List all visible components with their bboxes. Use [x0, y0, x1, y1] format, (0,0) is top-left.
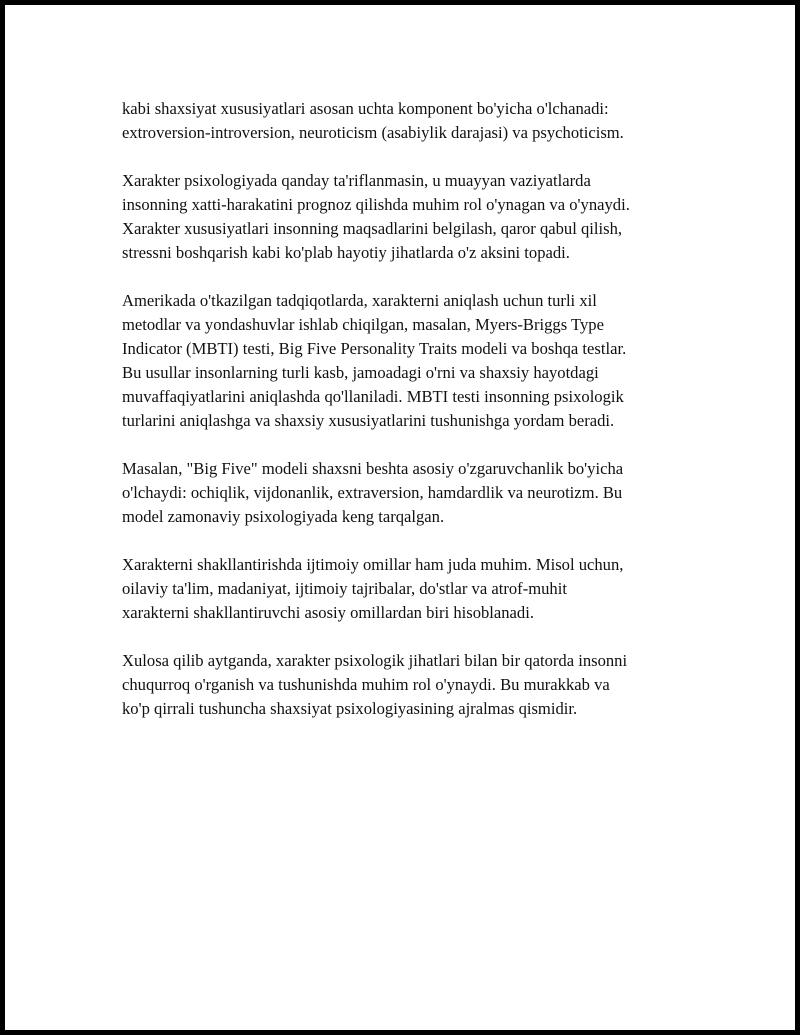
paragraph-5: Xarakterni shakllantirishda ijtimoiy omillar ham juda muhim. Misol uchun, oilaviy ta'lim, madaniyat, ijtimoiy tajribalar, do'stlar va atrof-muhit xarakterni shakllantiruvchi asosiy omillardan biri hisoblanadi. [122, 555, 624, 622]
document-body [122, 97, 722, 745]
paragraph-4: Masalan, "Big Five" modeli shaxsni beshta asosiy o'zgaruvchanlik bo'yicha o'lchaydi: ochiqlik, vijdonanlik, extraversion, hamdardlik va neurotizm. Bu model zamonaviy psixologiyada keng tarqalgan. [122, 459, 624, 526]
paragraph-6: Xulosa qilib aytganda, xarakter psixologik jihatlari bilan bir qatorda insonni chuqurroq o'rganish va tushunishda muhim rol o'ynaydi. Bu murakkab va ko'p qirrali tushuncha shaxsiyat psixologiyasining ajralmas qismidir. [122, 651, 628, 718]
paragraph-2: Xarakter psixologiyada qanday ta'riflanmasin, u muayyan vaziyatlarda insonning xatti-harakatini prognoz qilishda muhim rol o'ynagan va o'ynaydi. Xarakter xususiyatlari insonning maqsadlarini belgilash, qaror qabul qilish, stressni boshqarish kabi ko'plab hayotiy jihatlarda o'z aksini topadi. [122, 171, 630, 262]
paragraph-3: Amerikada o'tkazilgan tadqiqotlarda, xarakterni aniqlash uchun turli xil metodlar va yondashuvlar ishlab chiqilgan, masalan, Myers-Briggs Type Indicator (MBTI) testi, Big Five Personality Traits modeli va boshqa testlar. Bu usullar insonlarning turli kasb, jamoadagi o'rni va shaxsiy hayotdagi muvaffaqiyatlarini aniqlashda qo'llaniladi. MBTI testi insonning psixologik turlarini aniqlashga va shaxsiy xususiyatlarini tushunishga yordam beradi. [122, 291, 627, 430]
paragraph-1: kabi shaxsiyat xususiyatlari asosan uchta komponent bo'yicha o'lchanadi: extroversion-introversion, neuroticism (asabiylik darajasi) va psychoticism. [122, 99, 624, 142]
